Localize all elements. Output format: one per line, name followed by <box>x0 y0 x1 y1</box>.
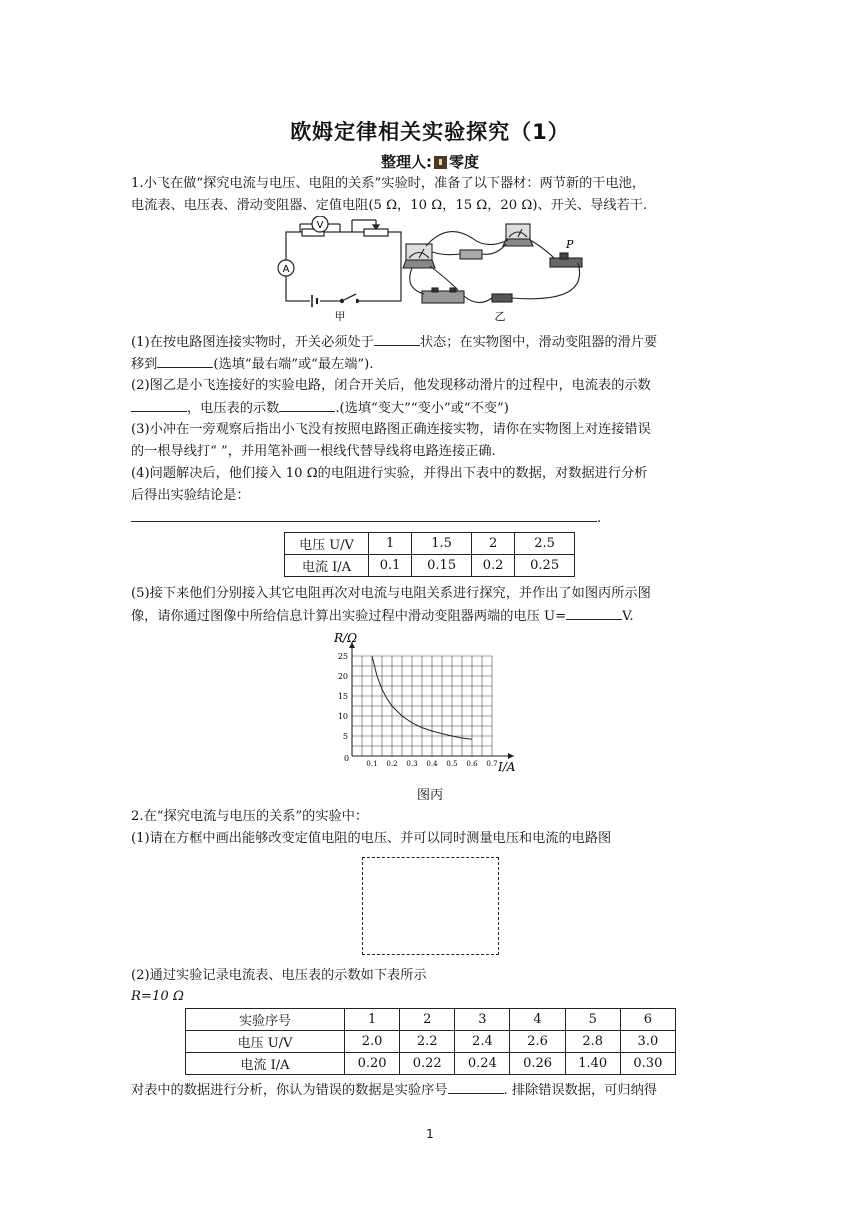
q2-data-table <box>185 1008 676 1075</box>
x-axis-arrow-icon <box>508 753 514 759</box>
author-avatar-icon <box>434 156 447 169</box>
table-cell: 1.40 <box>565 1053 620 1075</box>
y-tick-label: 20 <box>337 672 348 681</box>
table-cell: 2.2 <box>400 1031 455 1053</box>
q1-part5-line2: 像，请你通过图像中所给信息计算出实验过程中滑动变阻器两端的电压 U= V. <box>131 605 741 628</box>
ammeter-label: A <box>282 264 290 275</box>
q1-part4-line2: 后得出实验结论是： <box>131 488 250 503</box>
table-header-cell: 1 <box>345 1009 400 1031</box>
y-tick-label: 15 <box>337 692 348 701</box>
x-tick-label: 0.1 <box>366 760 378 768</box>
table-row <box>285 533 575 555</box>
q2-part1: (1)请在方框中画出能够改变定值电阻的电压、并可以同时测量电压和电流的电路图 <box>131 831 612 846</box>
table-cell: 2.8 <box>565 1031 620 1053</box>
q2-part2: (2)通过实验记录电流表、电压表的示数如下表所示 <box>131 968 427 983</box>
table-row-label: 电流 I/A <box>285 555 369 577</box>
table-row <box>186 1009 676 1031</box>
author-name: 零度 <box>448 153 479 171</box>
q2-resistance-label: R=10 Ω <box>131 989 184 1004</box>
figure-yi-caption: 乙 <box>494 310 506 323</box>
table-cell: 0.26 <box>510 1053 565 1075</box>
table-header-cell: 6 <box>620 1009 675 1031</box>
q1-blank-rheostat-voltage[interactable] <box>566 605 622 620</box>
y-tick-label: 10 <box>337 712 348 721</box>
table-cell: 3.0 <box>620 1031 675 1053</box>
y-tick-label: 5 <box>342 732 348 741</box>
table-row <box>186 1031 676 1053</box>
table-cell: 0.22 <box>400 1053 455 1075</box>
table-cell: 2.0 <box>345 1031 400 1053</box>
table-cell: 0.30 <box>620 1053 675 1075</box>
graph-caption: 图丙 <box>416 788 444 803</box>
circuit-diagram-jia <box>286 220 401 307</box>
table-header-cell: 4 <box>510 1009 565 1031</box>
table-cell: 0.1 <box>369 555 412 577</box>
q1-part2-line2: ，电压表的示数 .(选填“变大”“变小”或“不变”) <box>131 397 741 420</box>
q2-part3-line1: 对表中的数据进行分析，你认为错误的数据是实验序号 . 排除错误数据，可归纳得 <box>131 1079 741 1102</box>
slider-p-label: P <box>566 238 574 251</box>
table-row-label: 电流 I/A <box>186 1053 345 1075</box>
graph-grid <box>352 656 492 756</box>
page-number: 1 <box>426 1127 434 1141</box>
figure-jia-caption: 甲 <box>334 310 346 323</box>
table-header-label: 实验序号 <box>186 1009 345 1031</box>
table-cell: 1 <box>369 533 412 555</box>
q1-part1-line1: (1)在按电路图连接实物时，开关必须处于 状态；在实物图中，滑动变阻器的滑片要 <box>131 331 741 354</box>
circuit-figures <box>272 216 602 324</box>
q1-data-table <box>284 532 575 577</box>
table-cell: 0.2 <box>471 555 514 577</box>
q2-intro: 2.在“探究电流与电压的关系”的实验中： <box>131 809 369 824</box>
graph-origin-label: 0 <box>344 754 350 763</box>
q1-part3-line1: (3)小冲在一旁观察后指出小飞没有按照电路图正确连接实物，请你在实物图上对连接错误 <box>131 422 651 437</box>
q1-intro-line1: 1.小飞在做“探究电流与电压、电阻的关系”实验时，准备了以下器材：两节新的干电池， <box>131 176 645 191</box>
page-title: 欧姆定律相关实验探究（1） <box>290 120 570 144</box>
table-cell: 2.6 <box>510 1031 565 1053</box>
q1-blank-voltmeter-change[interactable] <box>279 397 335 412</box>
graph-bing <box>322 628 522 776</box>
circuit-photo-yi <box>403 224 582 303</box>
author-line <box>0 151 860 172</box>
graph-axes <box>349 642 514 759</box>
table-cell: 2 <box>471 533 514 555</box>
table-cell: 2.5 <box>515 533 575 555</box>
q1-part3-line2: 的一根导线打“ ”，并用笔补画一根线代替导线将电路连接正确. <box>131 444 496 459</box>
q1-part4-line1: (4)问题解决后，他们接入 10 Ω的电阻进行实验，并得出下表中的数据，对数据进行分析 <box>131 466 648 481</box>
q1-part2-line1: (2)图乙是小飞连接好的实验电路，闭合开关后，他发现移动滑片的过程中，电流表的示数 <box>131 378 651 393</box>
author-label: 整理人: <box>380 153 432 171</box>
q2-blank-error-index[interactable] <box>448 1079 504 1094</box>
x-tick-label: 0.5 <box>446 760 458 768</box>
q1-part4-line3: . <box>131 507 741 530</box>
x-tick-label: 0.7 <box>486 760 498 768</box>
q1-blank-conclusion[interactable] <box>131 507 597 522</box>
x-tick-label: 0.3 <box>406 760 418 768</box>
voltmeter-label: V <box>316 220 324 231</box>
table-row-label: 电压 U/V <box>285 533 369 555</box>
x-tick-label: 0.2 <box>386 760 398 768</box>
q2-answer-box[interactable] <box>362 857 499 955</box>
q1-part5-line1: (5)接下来他们分别接入其它电阻再次对电流与电阻关系进行探究，并作出了如图丙所示图 <box>131 586 651 601</box>
table-header-cell: 5 <box>565 1009 620 1031</box>
table-cell: 1.5 <box>412 533 472 555</box>
q1-part1-line2: 移到 (选填“最右端”或“最左端”). <box>131 353 741 376</box>
table-cell: 2.4 <box>455 1031 510 1053</box>
q1-blank-switch-state[interactable] <box>374 331 420 346</box>
table-header-cell: 2 <box>400 1009 455 1031</box>
q1-blank-ammeter-change[interactable] <box>131 397 187 412</box>
table-cell: 0.20 <box>345 1053 400 1075</box>
y-tick-label: 25 <box>337 652 348 661</box>
graph-y-axis-label: R/Ω <box>334 631 358 645</box>
table-cell: 0.15 <box>412 555 472 577</box>
q1-intro-line2: 电流表、电压表、滑动变阻器、定值电阻(5 Ω，10 Ω，15 Ω，20 Ω)、开关、导线若干. <box>131 198 648 213</box>
x-tick-label: 0.6 <box>466 760 478 768</box>
table-cell: 0.24 <box>455 1053 510 1075</box>
table-row-label: 电压 U/V <box>186 1031 345 1053</box>
table-cell: 0.25 <box>515 555 575 577</box>
graph-x-axis-label: I/A <box>498 760 516 774</box>
x-tick-label: 0.4 <box>426 760 438 768</box>
table-header-cell: 3 <box>455 1009 510 1031</box>
table-row <box>186 1053 676 1075</box>
table-row <box>285 555 575 577</box>
q1-blank-slider-position[interactable] <box>157 353 213 368</box>
